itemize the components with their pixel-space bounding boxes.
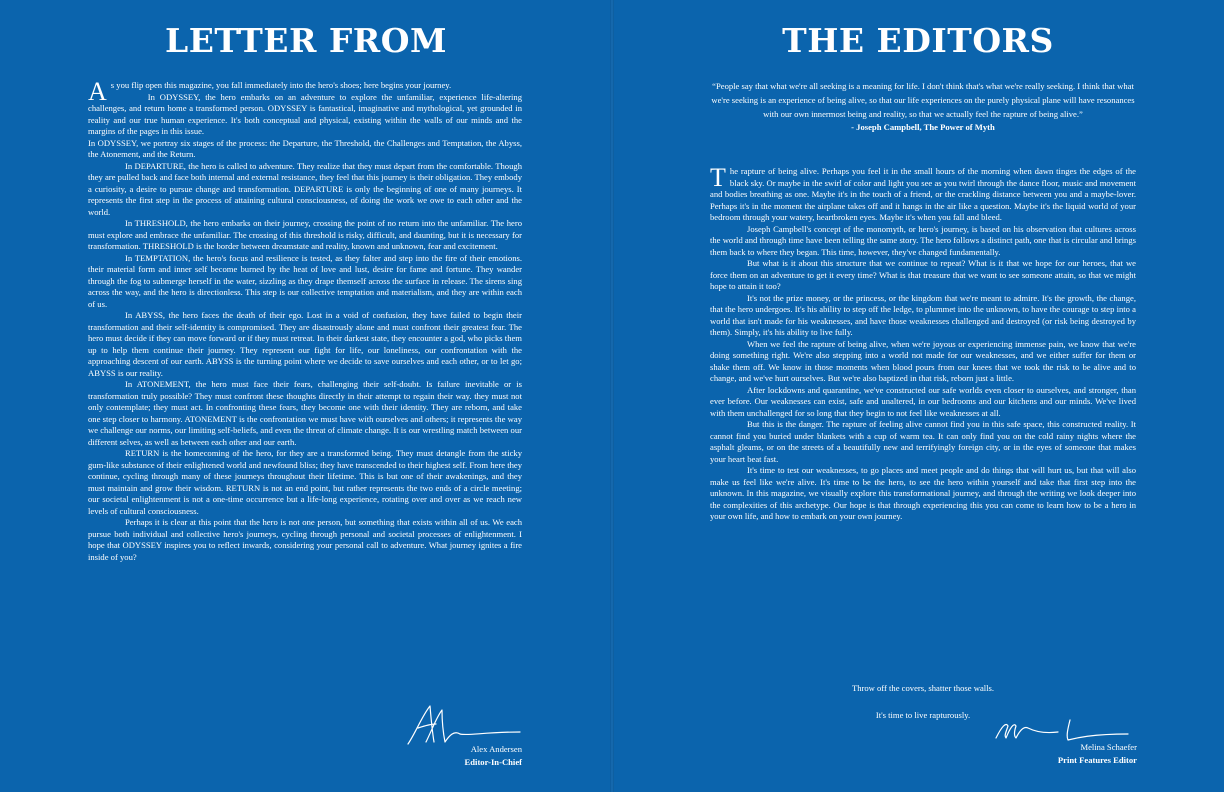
signature-melina-schaefer [992, 716, 1132, 744]
paragraph: In THRESHOLD, the hero embarks on their journey, crossing the point of no return into the unfamiliar. The hero must explore and embrace the unfamiliar. The crossing of this threshold is risky, difficult, and daunting, but it is necessary for transformation. THRESHOLD is the border between dreamstate and reality, known and unknown, fear and excitement. [88, 218, 522, 251]
right-page [612, 0, 1224, 792]
closing-line-2: It's time to live rapturously. [875, 710, 971, 720]
paragraph: In TEMPTATION, the hero's focus and resilience is tested, as they falter and step into the fire of their emotions. their material form and inner self become burned by the heat of love and lust, desire for fame and fortune. They wander through the fog to submerge herself in the water, sizzling as they drape themself across the surface in release. The sirens sing across the way, and the hero is directionless. This step is our collective temptation and materialism, and they are within each of us. [88, 252, 522, 309]
paragraph: Perhaps it is clear at this point that the hero is not one person, but something that exists within all of us. We each pursue both individual and collective hero's journeys, cycling through personal and societal processes of enlightenment. I hope that ODYSSEY inspires you to reflect inwards, considering your personal call to adventure. What journey ignites a fire inside of you? [88, 517, 522, 562]
closing-line-1: Throw off the covers, shatter those walls. [851, 683, 995, 693]
drop-cap-a: A [88, 77, 107, 106]
opening-line [88, 77, 522, 106]
right-letter-body [710, 163, 1136, 523]
right-page-title: THE EDITORS [782, 21, 1054, 60]
paragraph: In ODYSSEY, the hero embarks on an adventure to explore the unfamiliar, experience life-altering challenges, and return home a transformed person. ODYSSEY is fantastical, imaginative and mythological, yet grounded in reality and our true human experience. It's both conceptual and physical, existing within the walls of our minds and the margins of the pages in this issue. [88, 91, 522, 136]
quote-text: “People say that what we're all seeking is a meaning for life. I don't think that's what we're really seeking. I think that what we're seeking is an experience of being alive, so that our life experiences on the purely physical plane will have resonances with our own innermost being and reality, so that we actually feel the rapture of being alive.” [711, 81, 1135, 119]
campbell-quote [710, 80, 1136, 135]
paragraph: In DEPARTURE, the hero is called to adventure. They realize that they must depart from the comfortable. Though they are pulled back and face both internal and external resistance, they feel that this journey is their obligation. They embody a curiosity, a desire to pursue change and transformation. DEPARTURE is only the beginning of one of many journeys. It represents the first step in the process of attaining cultural consciousness, of doing the work we owe to each other and the world. [88, 160, 522, 217]
signer-name: Alex Andersen [470, 744, 522, 754]
paragraph: It's not the prize money, or the princess, or the kingdom that we're meant to admire. It's the growth, the change, that the hero undergoes. It's his ability to step off the ledge, to plummet into the unknown, to have the courage to step into a world that isn't made for his weaknesses, and have those weaknesses challenged and destroyed (or risk being destroyed by them). Simply, it's his ability to live fully. [710, 292, 1136, 337]
paragraph: RETURN is the homecoming of the hero, for they are a transformed being. They must detangle from the sticky gum-like substance of their enlightened world and newfound bliss; they have transcended to their highest self. From here they continue, cycling through many of these journeys throughout their lifetime. This is but one of their awakenings, and they must maintain and grow their wisdom. RETURN is not an end point, but rather represents the two ends of a circle meeting; our societal enlightenment is not a one-time occurrence but a life-long experience, rotating over and over as we reach new levels of cultural consciousness. [88, 448, 522, 516]
signer-name: Melina Schaefer [1080, 742, 1137, 752]
paragraph: In ATONEMENT, the hero must face their fears, challenging their self-doubt. Is failure inevitable or is transformation truly possible? They must confront these thoughts directly in their attempt to regain their way. they must not only contemplate; they must act. In confronting these fears, they become one with their identity. They are reborn, and take one step closer to harmony. ATONEMENT is the confrontation we must have with ourselves and others; it represents the way we challenge our norms, our limiting self-beliefs, and even the threat of climate change. It is our wrestling match between our different selves, as well as between each other and our earth. [88, 379, 522, 447]
right-signature-block [1058, 741, 1137, 767]
paragraph: But this is the danger. The rapture of feeling alive cannot find you in this safe space, this constructed reality. It cannot find you buried under blankets with a cup of warm tea. It can only find you on the cold rainy nights where the asphalt gleams, or on the streets of a beautifully new and terrifyingly foreign city, or in the eyes of someone that makes your heart beat fast. [710, 419, 1136, 464]
paragraph: Joseph Campbell's concept of the monomyth, or hero's journey, is based on his observation that cultures across the world and through time have been telling the same story. The hero follows a distinct path, one that is circular and brings them back to where they began. This time, however, they've changed fundamentally. [710, 223, 1136, 257]
left-page-title: LETTER FROM [165, 21, 447, 60]
signer-role: Print Features Editor [1057, 755, 1137, 765]
opening-paragraph-text: he rapture of being alive. Perhaps you feel it in the small hours of the morning when dawn tinges the edges of the black sky. Or maybe in the swirl of color and light you see as you twirl through the dance floor, music and movement and bodies breathing as one. Maybe it's in the touch of a friend, or the crackling distance between you and a maybe-lover. Perhaps it's in the moment the airplane takes off and it hangs in the air like a question. Maybe it's the liquid world of your bedroom through your watery, heartbroken eyes. Maybe it's when you fall and bleed. [710, 166, 1136, 222]
signer-role: Editor-In-Chief [464, 757, 522, 767]
opening-line-text: s you flip open this magazine, you fall immediately into the hero's shoes; here begins your journey. [110, 80, 452, 90]
paragraph: After lockdowns and quarantine, we've constructed our safe worlds even closer to ourselves, and stronger, than ever before. Our weaknesses can exist, safe and unaltered, in our bedrooms and our kitchens and our minds. We've lived with them unchallenged for so long that they begin to not feel like weaknesses at all. [710, 384, 1136, 418]
paragraph: But what is it about this structure that we continue to repeat? What is it that we hope for our heroes, that we force them on an adventure to get it every time? What is that treasure that we want to see someone attain, so that we might hope to attain it too? [710, 258, 1136, 291]
drop-cap-t: T [710, 163, 726, 192]
left-signature-block [465, 743, 522, 769]
quote-attribution: - Joseph Campbell, The Power of Myth [851, 122, 995, 133]
signature-alex-andersen [404, 702, 526, 748]
left-letter-body [88, 77, 522, 563]
paragraph: It's time to test our weaknesses, to go places and meet people and do things that will hurt us, but that will also make us feel like we're alive. It's time to be the hero, to see the hero within yourself and take that first step into the unknown. In this magazine, we visually explore this transformational journey, and through the writing we look deeper into the complexities of this archetype. Our hope is that through experiencing this you can come to learn how to be a hero in your own life, and how to embark on your own journey. [710, 465, 1136, 521]
paragraph: When we feel the rapture of being alive, when we're joyous or experiencing immense pain, we know that we're doing something right. We're also stepping into a world not made for our weaknesses, and we either suffer for them or shake them off. We know in those moments when blood pours from our knees that we took the risk to be alive and to change, and we've hurt ourselves. But we're also baptized in that risk, reborn just a little. [710, 338, 1136, 383]
opening-paragraph [710, 163, 1136, 224]
paragraph: In ABYSS, the hero faces the death of their ego. Lost in a void of confusion, they have failed to begin their transformation and their self-identity is compromised. They are disastrously alone and must confront their greatest fear. The hero must decide if they can move forward or if they must retreat. In their darkest state, they encounter a god, who picks them up to help them continue their journey. They represent our fight for life, our loneliness, our confrontation with the approaching descent of our earth. ABYSS is the turning point where we decide to save ourselves and each other, or to let go; ABYSS is our reality. [88, 310, 522, 378]
paragraph: In ODYSSEY, we portray six stages of the process: the Departure, the Threshold, the Challenges and Temptation, the Abyss, the Atonement, and the Return. [88, 137, 522, 159]
